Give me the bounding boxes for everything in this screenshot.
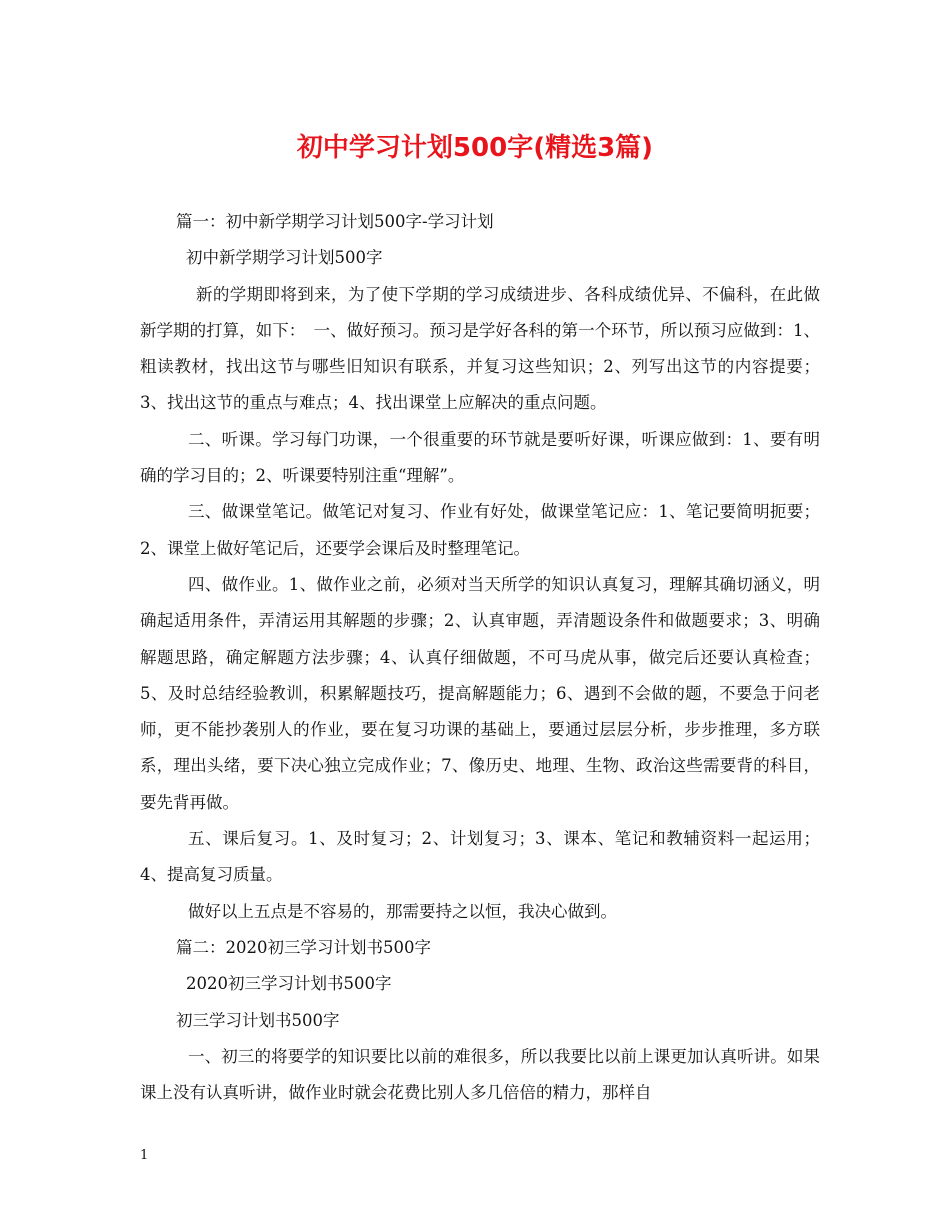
paragraph: 三、做课堂笔记。做笔记对复习、作业有好处，做课堂笔记应：1、笔记要简明扼要；2、课堂上做好笔记后，还要学会课后及时整理笔记。 [140,502,820,558]
subheading-1: 初中新学期学习计划500字 [186,248,383,268]
document-body [140,204,820,1111]
section-heading-1: 篇一：初中新学期学习计划500字-学习计划 [176,212,494,231]
paragraph: 四、做作业。1、做作业之前，必须对当天所学的知识认真复习，理解其确切涵义，明确起适用条件，弄清运用其解题的步骤；2、认真审题，弄清题设条件和做题要求；3、明确解题思路，确定解题方法步骤；4、认真仔细做题，不可马虎从事，做完后还要认真检查；5、及时总结经验教训，积累解题技巧，提高解题能力；6、遇到不会做的题，不要急于问老师，更不能抄袭别人的作业，要在复习功课的基础上，要通过层层分析，步步推理，多方联系，理出头绪，要下决心独立完成作业；7、像历史、地理、生物、政治这些需要背的科目，要先背再做。 [140,574,820,812]
paragraph: 二、听课。学习每门功课，一个很重要的环节就是要听好课，听课应做到：1、要有明确的学习目的；2、听课要特别注重“理解”。 [140,429,820,486]
section-heading-2: 篇二：2020初三学习计划书500字 [176,937,431,957]
document-title: 初中学习计划500字(精选3篇) [296,133,654,163]
paragraph: 新的学期即将到来，为了使下学期的学习成绩进步、各科成绩优异、不偏科，在此做新学期的打算，如下： 一、做好预习。预习是学好各科的第一个环节，所以预习应做到：1、粗读教材，找出这节与哪些旧知识有联系，并复习这些知识；2、列写出这节的内容提要；3、找出这节的重点与难点；4、找出课堂上应解决的重点问题。 [140,284,820,413]
paragraph: 做好以上五点是不容易的，那需要持之以恒，我决心做到。 [188,901,617,921]
subheading-2: 2020初三学习计划书500字 [186,974,392,994]
paragraph: 五、课后复习。1、及时复习；2、计划复习；3、课本、笔记和教辅资料一起运用；4、提高复习质量。 [140,829,820,885]
paragraph: 一、初三的将要学的知识要比以前的难很多，所以我要比以前上课更加认真听讲。如果课上没有认真听讲，做作业时就会花费比别人多几倍倍的精力，那样自 [140,1046,820,1103]
page-number: 1 [140,1148,149,1163]
subheading-3: 初三学习计划书500字 [176,1010,340,1030]
